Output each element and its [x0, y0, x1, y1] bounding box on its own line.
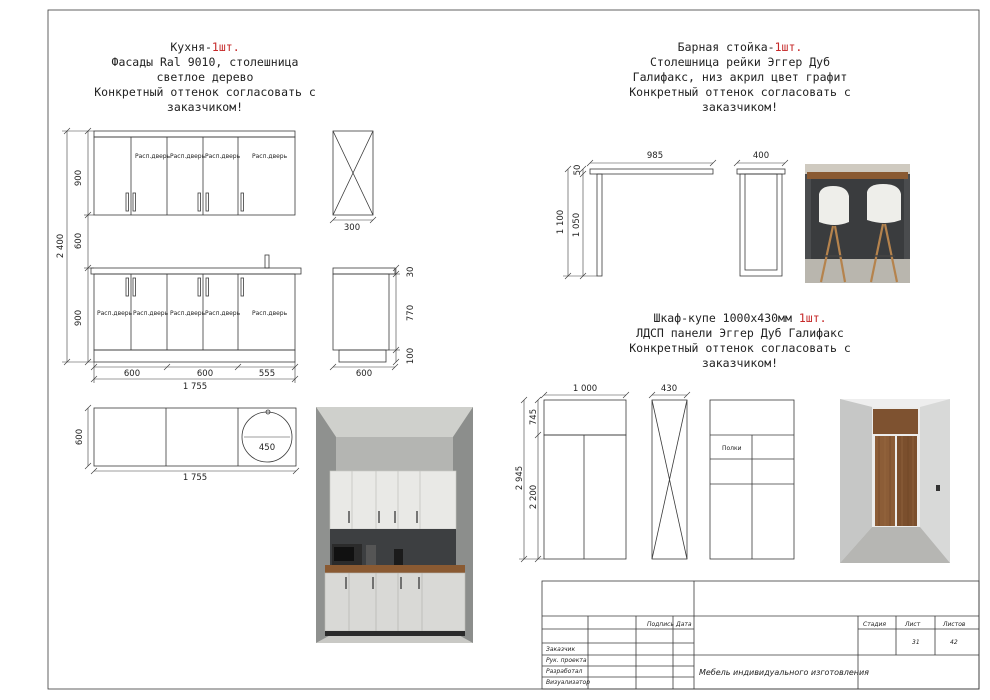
- bar-top-side: [737, 169, 785, 174]
- bar-base-side: [740, 174, 782, 276]
- col-sign: Подпись: [647, 621, 674, 628]
- lower-cabinet-side: [333, 274, 389, 350]
- col-stage: Стадия: [863, 621, 887, 628]
- door-label: Расп.дверь: [205, 153, 241, 160]
- col-date: Дата: [676, 621, 692, 628]
- plinth: [94, 350, 295, 362]
- dim-bar-width: 985: [646, 151, 664, 161]
- sheet-number: 31: [912, 639, 920, 646]
- dim-lower-depth: 600: [355, 369, 373, 379]
- bar-top-front: [590, 169, 713, 174]
- door-label: Расп.дверь: [205, 310, 241, 317]
- bar-note-line: Конкретный оттенок согласовать с: [629, 85, 851, 99]
- door-label: Расп.дверь: [170, 153, 206, 160]
- wardrobe-top-box: [544, 400, 626, 435]
- bar-note-line: Столешница рейки Эггер Дуб: [649, 55, 830, 69]
- bar-note-line: Галифакс, низ акрил цвет графит: [632, 70, 848, 84]
- dim-width-2: 600: [196, 369, 214, 379]
- dim-wardrobe-total-height: 2 945: [515, 465, 525, 491]
- dim-plan-depth: 600: [75, 428, 85, 446]
- bar-note-line: заказчиком!: [701, 100, 779, 114]
- dim-total-width: 1 755: [182, 382, 208, 392]
- row-developer: Разработал: [546, 668, 583, 675]
- dim-bar-total-height: 1 100: [556, 209, 566, 235]
- kitchen-note-line: заказчиком!: [166, 100, 244, 114]
- kitchen-note-line: светлое дерево: [156, 70, 254, 84]
- dim-body-height: 770: [406, 304, 416, 322]
- sheet-frame: [48, 10, 979, 689]
- door-label: Расп.дверь: [135, 153, 171, 160]
- dim-plan-width: 1 755: [182, 473, 208, 483]
- col-sheets: Листов: [943, 621, 966, 628]
- dim-bar-top-thickness: 50: [573, 164, 583, 176]
- wardrobe-note-line: заказчиком!: [701, 356, 779, 370]
- kitchen-note-qty: 1шт.: [211, 40, 240, 54]
- wardrobe-front: [544, 435, 626, 559]
- dim-width-1: 600: [123, 369, 141, 379]
- kitchen-note-title: Кухня-: [170, 40, 212, 54]
- upper-cabinets-front: [94, 137, 295, 215]
- dim-bar-leg-height: 1 050: [572, 212, 582, 238]
- wardrobe-note-line: ЛДСП панели Эггер Дуб Галифакс: [636, 326, 844, 340]
- wardrobe-note-line: Конкретный оттенок согласовать с: [629, 341, 851, 355]
- dim-sink-diameter: 450: [258, 443, 276, 453]
- dim-plinth-height: 100: [406, 347, 416, 365]
- dim-wardrobe-width: 1 000: [572, 384, 598, 394]
- countertop-side: [333, 268, 395, 274]
- bar-note-title: Барная стойка-: [677, 40, 775, 54]
- door-label: Расп.дверь: [252, 310, 288, 317]
- wardrobe-note-qty: 1шт.: [798, 311, 827, 325]
- door-label: Расп.дверь: [170, 310, 206, 317]
- shelves-label: Полки: [722, 445, 742, 452]
- row-visualizer: Визуализатор: [546, 679, 591, 686]
- sheets-total: 42: [950, 639, 958, 646]
- wardrobe-note-title: Шкаф-купе 1000х430мм: [653, 311, 799, 325]
- dim-total-height: 2 400: [56, 233, 66, 259]
- bar-note-qty: 1шт.: [774, 40, 803, 54]
- upper-cornice: [94, 131, 295, 137]
- countertop-front: [91, 268, 301, 274]
- dim-wardrobe-door-height: 2 200: [529, 484, 539, 510]
- dim-gap-height: 600: [74, 232, 84, 250]
- drawing-title: Мебель индивидуального изготовления: [699, 668, 869, 677]
- bar-leg: [597, 174, 602, 276]
- door-label: Расп.дверь: [97, 310, 133, 317]
- dim-wardrobe-top-height: 745: [529, 408, 539, 426]
- col-sheet: Лист: [905, 621, 921, 628]
- faucet-icon: [265, 255, 269, 268]
- kitchen-note-line: Фасады Ral 9010, столешница: [111, 55, 299, 69]
- door-label: Расп.дверь: [133, 310, 169, 317]
- kitchen-note-line: Конкретный оттенок согласовать с: [94, 85, 316, 99]
- dim-lower-height: 900: [74, 309, 84, 327]
- row-customer: Заказчик: [546, 646, 576, 653]
- dim-top-thickness: 30: [406, 266, 416, 278]
- dim-upper-depth: 300: [343, 223, 361, 233]
- dim-wardrobe-depth: 430: [660, 384, 678, 394]
- dim-width-3: 555: [258, 369, 276, 379]
- door-label: Расп.дверь: [252, 153, 288, 160]
- row-project-lead: Рук. проекта: [546, 657, 587, 664]
- dim-bar-depth: 400: [752, 151, 770, 161]
- dim-upper-height: 900: [74, 169, 84, 187]
